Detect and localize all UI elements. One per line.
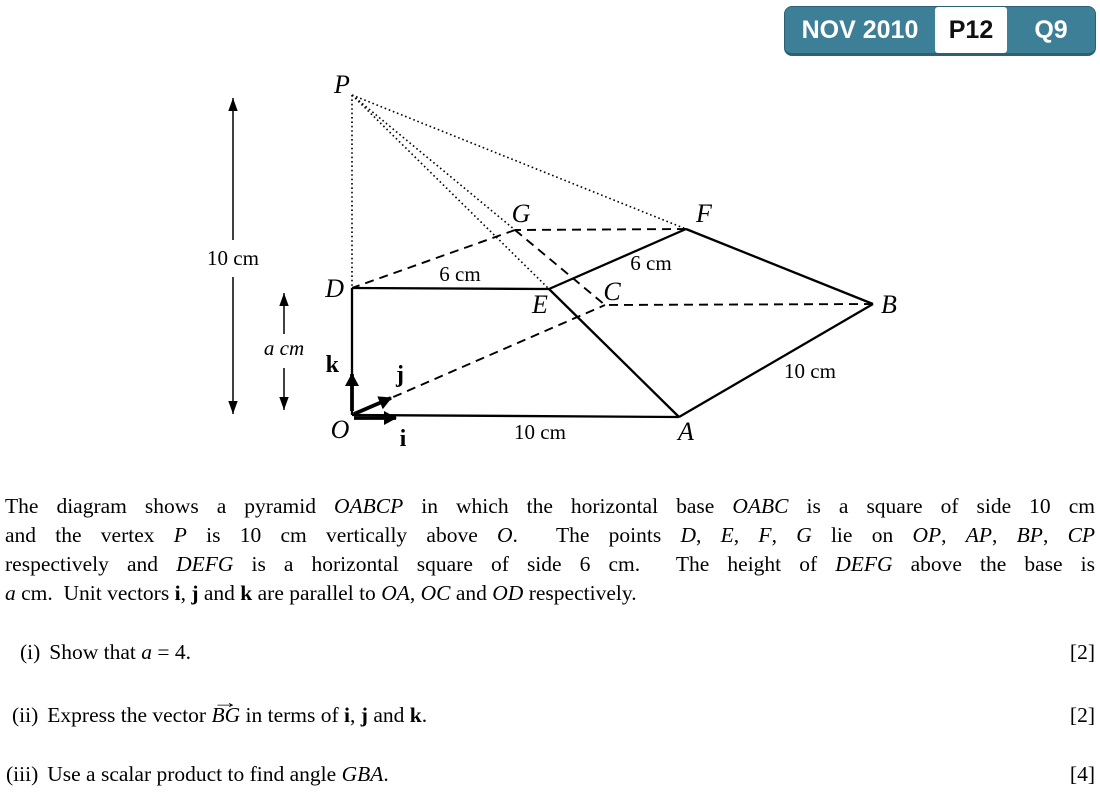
edge-BC-dashed (605, 304, 873, 305)
hidden-edges (352, 229, 873, 415)
defg-height-label: a cm (263, 336, 305, 360)
question-number: (ii) (12, 703, 39, 727)
edge-DE-solid (352, 288, 549, 289)
label-G: G (511, 199, 531, 228)
label-B: B (881, 290, 897, 319)
label-i-vector: i (399, 426, 407, 452)
oa-length-label: 10 cm (514, 420, 566, 444)
question-text: Express the vector → BG in terms of i, j and k. (47, 703, 427, 728)
unit-vector-arrows (352, 374, 396, 418)
question-marks: [2] (1069, 640, 1095, 664)
edge-AB-solid (679, 304, 873, 417)
question-number: (i) (20, 640, 41, 664)
ef-length-label: 6 cm (630, 251, 672, 275)
edge-FB-solid (686, 229, 873, 304)
edge-FG-dashed (515, 229, 686, 230)
label-E: E (532, 290, 548, 319)
label-O: O (330, 415, 350, 444)
label-P: P (334, 70, 350, 99)
paragraph-line: a cm. Unit vectors i, j and k are parallel to OA, OC and OD respectively. (5, 581, 637, 605)
question-part-ii (5, 703, 1095, 728)
edge-GC-dashed (515, 230, 605, 305)
question-marks: [2] (1069, 703, 1095, 727)
label-F: F (696, 199, 712, 228)
problem-statement (5, 492, 1095, 608)
label-k-vector: k (325, 352, 339, 378)
question-text: Use a scalar product to find angle GBA. (47, 762, 389, 786)
paragraph-line: and the vertex P is 10 cm vertically above O. The points D, E, F, G lie on OP, AP, BP, CP (5, 523, 1096, 547)
label-D: D (325, 274, 344, 303)
label-A: A (678, 417, 694, 446)
badge-paper-label: P12 (935, 7, 1007, 53)
j-vector-arrow (354, 398, 391, 414)
question-text: Show that a = 4. (49, 640, 192, 664)
badge-question-label: Q9 (1034, 16, 1068, 44)
edge-PG-dotted (352, 95, 515, 230)
question-marks: [4] (1069, 762, 1095, 786)
paragraph-line: respectively and DEFG is a horizontal square of side 6 cm. The height of DEFG above the base is (5, 552, 1095, 576)
badge-session-label: NOV 2010 (801, 16, 919, 44)
de-length-label: 6 cm (439, 262, 481, 286)
label-j-vector: j (396, 362, 404, 388)
question-part-iii (5, 762, 1095, 787)
paragraph-line: The diagram shows a pyramid OABCP in which the horizontal base OABC is a square of side 10 cm (5, 494, 1095, 518)
op-height-label: 10 cm (207, 246, 259, 270)
edge-GD-dashed (352, 230, 515, 288)
edge-OA-solid (352, 415, 679, 417)
label-C: C (603, 277, 621, 306)
visible-edges (352, 229, 873, 417)
edge-PE-dotted (352, 95, 549, 289)
question-number: (iii) (6, 762, 39, 786)
dimension-labels (207, 246, 836, 444)
question-part-i (5, 640, 1095, 665)
ab-length-label: 10 cm (784, 359, 836, 383)
edge-EA-solid (549, 289, 679, 417)
